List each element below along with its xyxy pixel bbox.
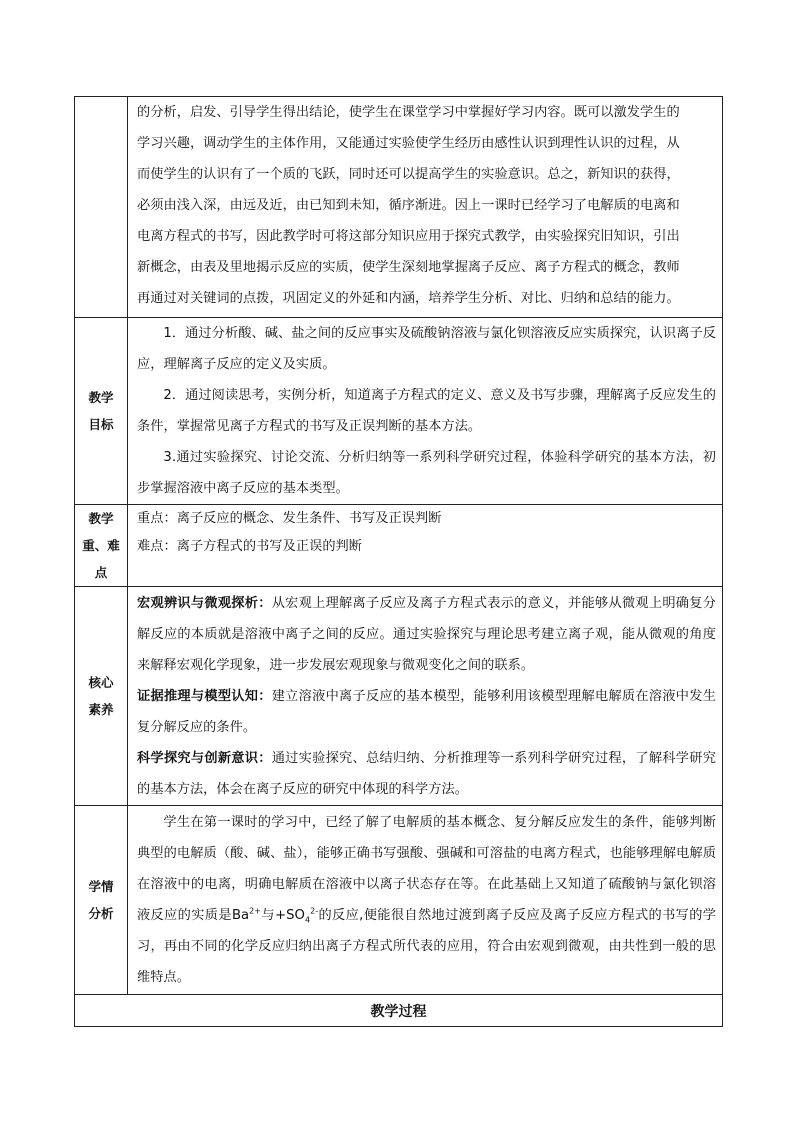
- student-analysis-row: [75, 806, 723, 995]
- student-analysis-paragraph: 学生在第一课时的学习中，已经了解了电解质的基本概念、复分解反应发生的条件，能够判断典型的电解质（酸、碱、盐），能够正确书写强酸、强碱和可溶盐的电离方程式，也能够理解电解质在溶液中的电离，明确电解质在溶液中以离子状态存在等。在此基础上又知道了硫酸钠与氯化钡溶液反应的实质是$Ba^{2+}$与$+SO_4^{2-}$的反应,便能很自然地过渡到离子反应及离子反应方程式的书写的学习，再由不同的化学反应归纳出离子方程式所代表的应用，符合由宏观到微观，由共性到一般的思维特点。: [137, 815, 716, 985]
- teaching-process-title: 教学过程: [75, 995, 723, 1027]
- teaching-method-row: [75, 97, 723, 318]
- core-paragraph-1: 宏观辨识与微观探析：从宏观上理解离子反应及离子方程式表示的意义，并能够从微观上明确复分解反应的本质就是溶液中离子之间的反应。通过实验探究与理论思考建立离子观，能从微观的角度来解释宏观化学现象，进一步发展宏观现象与微观变化之间的联系。: [137, 595, 716, 673]
- core-literacy-content: [128, 587, 723, 806]
- goal-item-1: 1．通过分析酸、碱、盐之间的反应事实及硫酸钠溶液与氯化钡溶液反应实质探究，认识离子反应，理解离子反应的定义及实质。: [137, 326, 716, 372]
- core-paragraph-3: 科学探究与创新意识：通过实验探究、总结归纳、分析推理等一系列科学研究过程，了解科学研究的基本方法，体会在离子反应的研究中体现的科学方法。: [137, 750, 716, 797]
- empty-label-cell: [75, 97, 128, 318]
- text-line: 电离方程式的书写，因此教学时可将这部分知识应用于探究式教学，由实验探究旧知识，引出: [137, 229, 680, 244]
- core-literacy-row: [75, 587, 723, 806]
- text-line: 再通过对关键词的点拨，巩固定义的外延和内涵，培养学生分析、对比、归纳和总结的能力。: [137, 291, 680, 306]
- goal-item-3: 3.通过实验探究、讨论交流、分析归纳等一系列科学研究过程，体验科学研究的基本方法，初步掌握溶液中离子反应的基本类型。: [137, 450, 716, 496]
- goal-item-2: 2．通过阅读思考，实例分析，知道离子方程式的定义、意义及书写步骤，理解离子反应发生的条件，掌握常见离子方程式的书写及正误判断的基本方法。: [137, 388, 716, 434]
- teaching-goals-content: [128, 318, 723, 505]
- core-paragraph-2: 证据推理与模型认知：建立溶液中离子反应的基本模型，能够利用该模型理解电解质在溶液中发生复分解反应的条件。: [137, 688, 716, 735]
- lesson-plan-table: [74, 96, 723, 1027]
- text-line: 而使学生的认识有了一个质的飞跃，同时还可以提高学生的实验意识。总之，新知识的获得，: [137, 167, 680, 182]
- key-points-content: [128, 505, 723, 587]
- core-literacy-label: 核心 素养: [75, 587, 128, 806]
- teaching-goals-label: 教学 目标: [75, 318, 128, 505]
- key-points-row: [75, 505, 723, 587]
- teaching-process-row: [75, 995, 723, 1027]
- student-analysis-content: [128, 806, 723, 995]
- teaching-goals-row: [75, 318, 723, 505]
- text-line: 学习兴趣，调动学生的主体作用，又能通过实验使学生经历由感性认识到理性认识的过程，从: [137, 136, 680, 151]
- key-points-label: 教学 重、难 点: [75, 505, 128, 587]
- text-line: 的分析，启发、引导学生得出结论，使学生在课堂学习中掌握好学习内容。既可以激发学生的: [137, 105, 680, 120]
- text-line: 新概念，由表及里地揭示反应的实质，使学生深刻地掌握离子反应、离子方程式的概念，教师: [137, 260, 680, 275]
- student-analysis-label: 学情 分析: [75, 806, 128, 995]
- difficulty-point: 难点：离子方程式的书写及正误的判断: [137, 539, 363, 554]
- focus-point: 重点：离子反应的概念、发生条件、书写及正误判断: [137, 511, 442, 526]
- teaching-method-content: [128, 97, 723, 318]
- text-line: 必须由浅入深，由远及近，由已知到未知，循序渐进。因上一课时已经学习了电解质的电离和: [137, 198, 680, 213]
